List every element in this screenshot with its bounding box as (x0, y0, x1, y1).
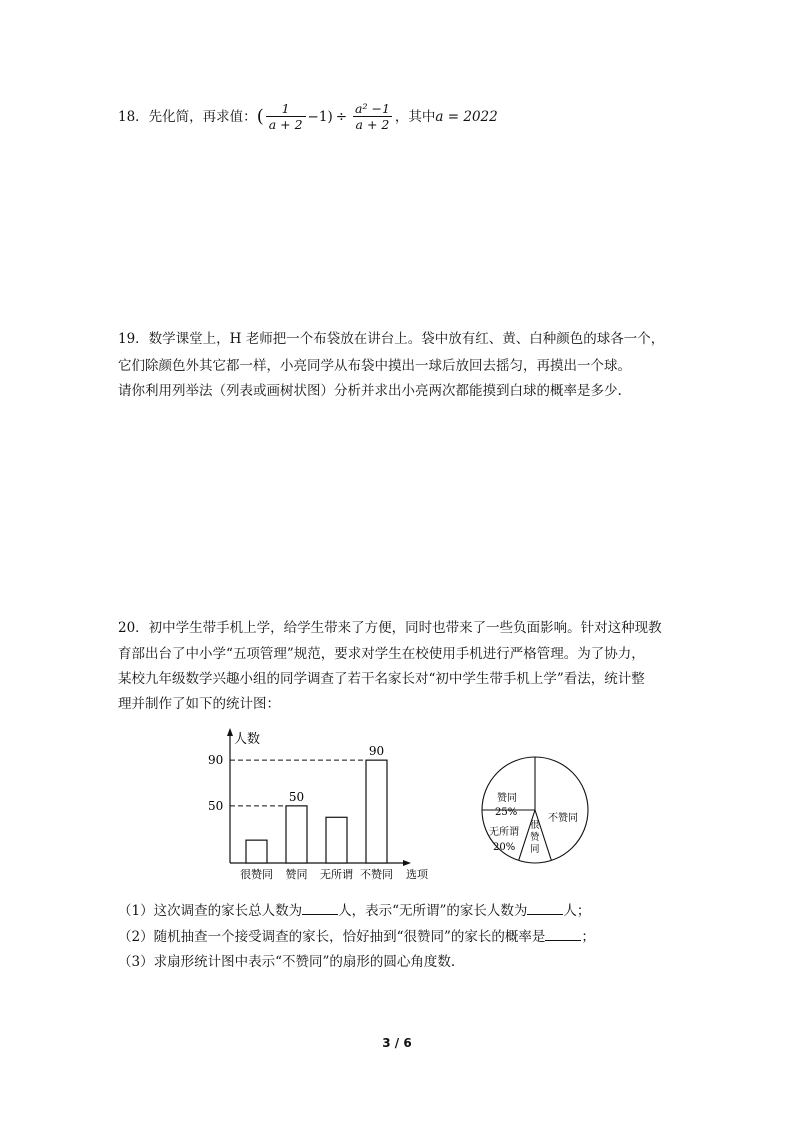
bar-赞同 (286, 806, 307, 863)
x-tick-label: 很赞同 (240, 868, 273, 881)
x-axis-arrow-icon (403, 860, 411, 866)
pie-percent-wusuowei: 20% (493, 842, 516, 853)
q20-sub2-text-a: （2）随机抽查一个接受调查的家长，恰好抽到“很赞同”的家长的概率是 (118, 929, 546, 945)
q18-frac1-denominator: a + 2 (266, 116, 306, 132)
answer-blank-wusuowei[interactable] (527, 900, 563, 915)
statistics-charts (200, 725, 600, 885)
q18-divide: ÷ (335, 108, 348, 125)
q18-frac2-numerator: a² −1 (355, 101, 390, 116)
pie-percent-zantong: 25% (495, 807, 518, 818)
q18-frac2-denominator: a + 2 (353, 116, 393, 132)
page-number: 3 / 6 (382, 1036, 412, 1050)
q20-line-4: 理并制作了如下的统计图： (118, 696, 280, 712)
q18-fraction-2 (352, 101, 393, 132)
bar-data-label: 90 (368, 744, 385, 759)
y-tick-label: 90 (208, 753, 224, 768)
bar-无所谓 (326, 817, 347, 863)
q20-sub1-text-c: 人； (563, 903, 591, 919)
q18-prefix: 18．先化简，再求值： (118, 108, 257, 125)
x-tick-label: 无所谓 (320, 868, 353, 881)
answer-blank-probability[interactable] (545, 926, 581, 941)
q19-line-1: 19．数学课堂上，H 老师把一个布袋放在讲台上。袋中放有红、黄、白种颜色的球各一个， (118, 331, 665, 347)
x-tick-label: 不赞同 (360, 868, 393, 881)
y-tick-label: 50 (208, 798, 224, 813)
q20-sub1-text-a: （1）这次调查的家长总人数为 (118, 903, 303, 919)
x-axis-label: 选项 (406, 868, 428, 881)
pie-label-henzantong: 很赞同 (530, 820, 540, 855)
bar-很赞同 (246, 840, 267, 863)
q20-line-1: 20．初中学生带手机上学，给学生带来了方便，同时也带来了一些负面影响。针对这种现教 (118, 620, 662, 636)
bar-不赞同 (366, 760, 387, 863)
q19-line-3: 请你利用列举法（列表或画树状图）分析并求出小亮两次都能摸到白球的概率是多少. (118, 383, 622, 399)
pie-label-wusuowei: 无所谓 (489, 827, 519, 838)
q20-sub-2 (118, 926, 595, 947)
pie-label-buzantong: 不赞同 (548, 813, 578, 824)
x-tick-label: 赞同 (285, 868, 308, 881)
pie-chart (482, 757, 588, 863)
q20-line-3: 某校九年级数学兴趣小组的同学调查了若干名家长对“初中学生带手机上学”看法，统计整 (118, 671, 645, 687)
q18-condition: a = 2022 (435, 108, 498, 125)
bar-ticks (208, 753, 223, 813)
q18-suffix: ，其中 (394, 108, 436, 125)
question-18: 18．先化简，再求值： ( $\frac{1}{a + 2}$ −1) ÷ $\frac{\text{a² −1}}{a + 2}$ ，其中 a = 2022 (118, 101, 498, 132)
q18-minus-one: −1) (307, 108, 333, 125)
q20-sub2-text-b: ； (581, 929, 595, 945)
y-axis-arrow-icon (227, 728, 233, 736)
q20-sub-1 (118, 900, 590, 921)
answer-blank-total[interactable] (302, 900, 338, 915)
bar-chart (208, 728, 429, 881)
q20-sub-3: （3）求扇形统计图中表示“不赞同”的扇形的圆心角度数. (118, 954, 456, 970)
q18-fraction-1 (266, 101, 306, 132)
pie-label-zantong: 赞同 (497, 793, 517, 804)
bars (246, 760, 387, 863)
bar-category-labels (240, 867, 393, 881)
y-axis-label: 人数 (234, 732, 261, 747)
q20-sub1-text-b: 人，表示“无所谓”的家长人数为 (338, 903, 528, 919)
q20-line-2: 育部出台了中小学“五项管理”规范，要求对学生在校使用手机进行严格管理。为了协力， (118, 646, 645, 662)
bar-data-label: 50 (288, 789, 305, 804)
q18-frac1-numerator: 1 (281, 101, 290, 116)
q19-line-2: 它们除颜色外其它都一样，小亮同学从布袋中摸出一球后放回去摇匀，再摸出一个球。 (118, 358, 631, 374)
